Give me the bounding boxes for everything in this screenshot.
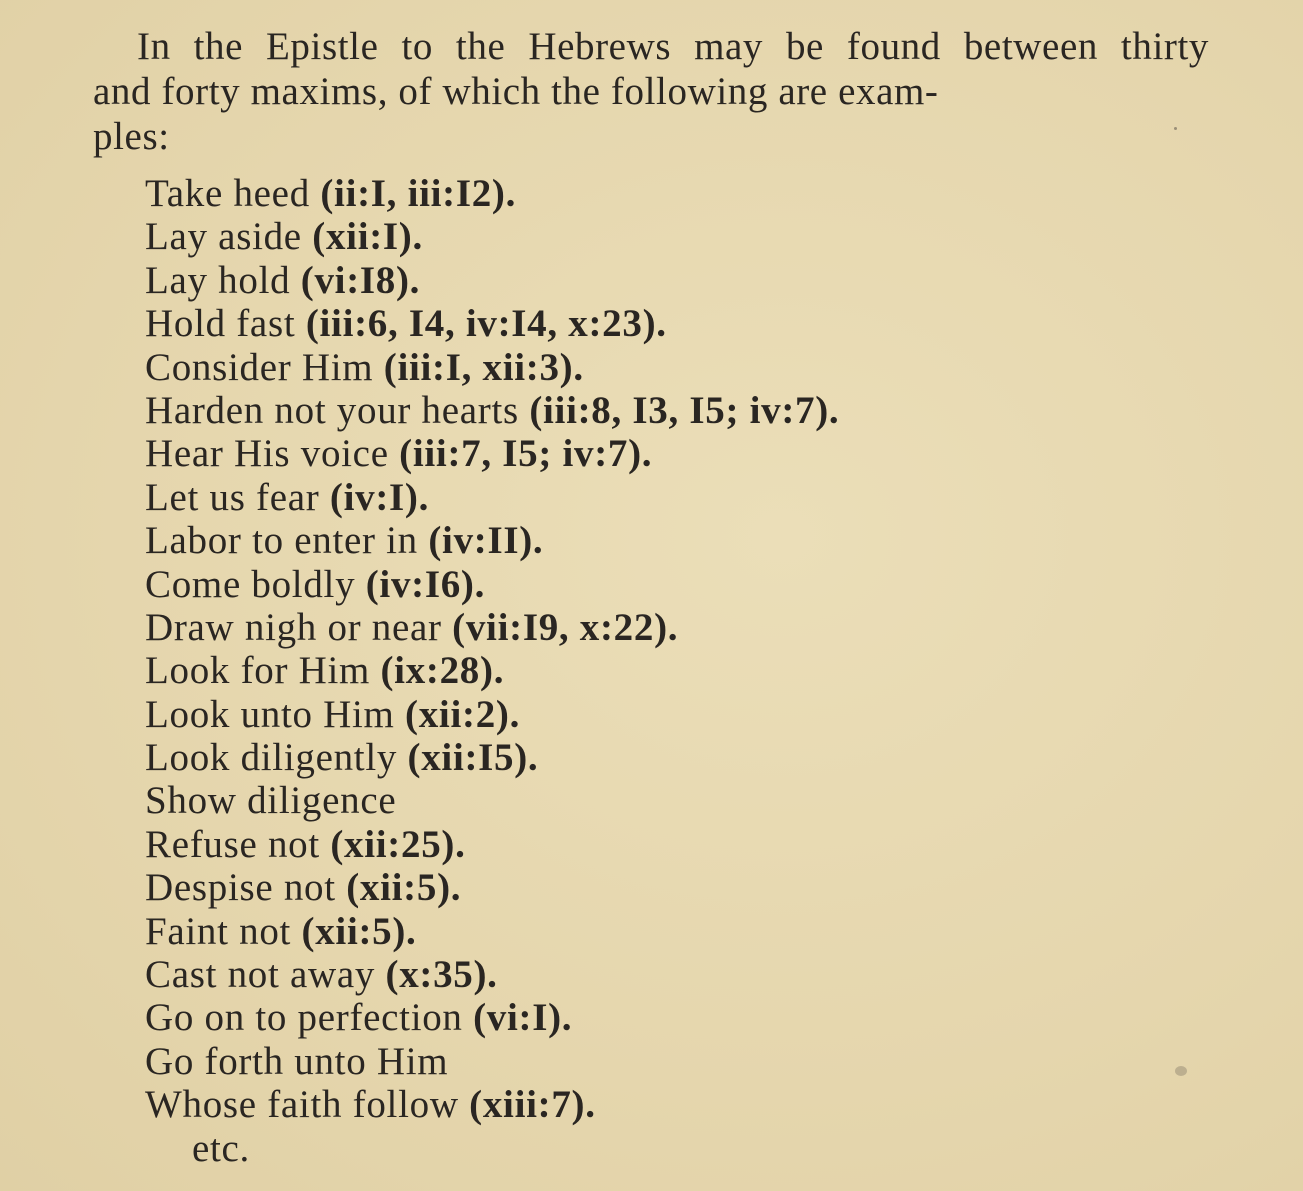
maxim-item bbox=[145, 606, 839, 649]
maxim-reference: (xii:5). bbox=[301, 909, 417, 953]
maxim-item bbox=[145, 953, 839, 996]
maxim-text: Hear His voice bbox=[145, 432, 389, 476]
maxim-item bbox=[145, 476, 839, 519]
maxim-reference: (ii:I, iii:I2). bbox=[320, 172, 517, 215]
maxim-reference: (xii:I5). bbox=[407, 736, 539, 780]
maxim-text: Come boldly bbox=[145, 562, 356, 606]
maxim-text: Show diligence bbox=[145, 779, 397, 823]
maxim-text: Cast not away bbox=[145, 953, 376, 997]
maxim-text: Lay aside bbox=[145, 215, 302, 259]
maxim-item bbox=[145, 563, 839, 606]
maxim-reference: (iii:I, xii:3). bbox=[383, 345, 584, 389]
maxim-list bbox=[145, 172, 839, 1171]
paper-speck bbox=[1175, 1066, 1187, 1076]
maxim-item bbox=[145, 432, 839, 475]
maxim-text: Labor to enter in bbox=[145, 519, 418, 563]
maxim-reference: (iv:I6). bbox=[365, 562, 486, 606]
maxim-text: Look unto Him bbox=[145, 692, 395, 736]
intro-line-2: thirty and forty maxims, of which the following are exam- bbox=[93, 25, 1210, 113]
maxim-item bbox=[145, 215, 839, 258]
maxim-reference: (x:35). bbox=[385, 953, 498, 997]
maxim-text: Go on to perfection bbox=[145, 996, 463, 1040]
paper-speck bbox=[1174, 127, 1177, 130]
maxim-item bbox=[145, 736, 839, 779]
maxim-reference: (vi:I). bbox=[473, 996, 573, 1040]
maxim-text: Take heed bbox=[145, 172, 310, 215]
maxim-text: Hold fast bbox=[145, 302, 296, 346]
maxim-reference: (iv:II). bbox=[428, 519, 544, 563]
maxim-text: Consider Him bbox=[145, 345, 374, 389]
maxim-item bbox=[145, 302, 839, 345]
closing-etc: etc. bbox=[192, 1126, 251, 1170]
intro-line-1: In the Epistle to the Hebrews may be found between bbox=[137, 25, 1098, 68]
maxim-text: Faint not bbox=[145, 909, 292, 953]
maxim-reference: (iv:I). bbox=[329, 475, 430, 519]
intro-paragraph bbox=[93, 24, 1209, 159]
maxim-item bbox=[145, 1040, 839, 1083]
maxim-text: Look for Him bbox=[145, 649, 371, 693]
maxim-item bbox=[145, 779, 839, 822]
maxim-text: Draw nigh or near bbox=[145, 605, 442, 649]
maxim-item bbox=[145, 910, 839, 953]
maxim-item bbox=[145, 259, 839, 302]
maxim-text: Go forth unto Him bbox=[145, 1039, 449, 1083]
maxim-reference: (xii:25). bbox=[330, 822, 466, 866]
maxim-item bbox=[145, 172, 839, 215]
maxim-reference: (vi:I8). bbox=[300, 258, 421, 302]
maxim-text: Despise not bbox=[145, 866, 336, 910]
maxim-reference: (xii:5). bbox=[346, 866, 462, 910]
maxim-reference: (iii:6, I4, iv:I4, x:23). bbox=[305, 302, 667, 346]
maxim-item bbox=[145, 823, 839, 866]
intro-line-3: ples: bbox=[93, 115, 170, 158]
maxim-text: Let us fear bbox=[145, 475, 320, 519]
maxim-reference: (xiii:7). bbox=[469, 1083, 596, 1127]
maxim-reference: (vii:I9, x:22). bbox=[452, 605, 679, 649]
maxim-reference: (ix:28). bbox=[380, 649, 505, 693]
maxim-item bbox=[145, 1083, 839, 1126]
maxim-text: Refuse not bbox=[145, 822, 320, 866]
maxim-item bbox=[145, 866, 839, 909]
maxim-item bbox=[145, 519, 839, 562]
maxim-reference: (xii:I). bbox=[312, 215, 423, 259]
maxim-text: Lay hold bbox=[145, 258, 291, 302]
maxim-text: Look diligently bbox=[145, 736, 398, 780]
maxim-item bbox=[145, 996, 839, 1039]
maxim-reference: (iii:8, I3, I5; iv:7). bbox=[529, 388, 840, 432]
maxim-item bbox=[145, 346, 839, 389]
maxim-reference: (xii:2). bbox=[405, 692, 521, 736]
maxim-text: Harden not your hearts bbox=[145, 388, 519, 432]
maxim-reference: (iii:7, I5; iv:7). bbox=[399, 432, 653, 476]
maxim-text: Whose faith follow bbox=[145, 1083, 459, 1127]
maxim-item bbox=[145, 389, 839, 432]
maxim-item bbox=[145, 693, 839, 736]
maxim-item bbox=[145, 649, 839, 692]
